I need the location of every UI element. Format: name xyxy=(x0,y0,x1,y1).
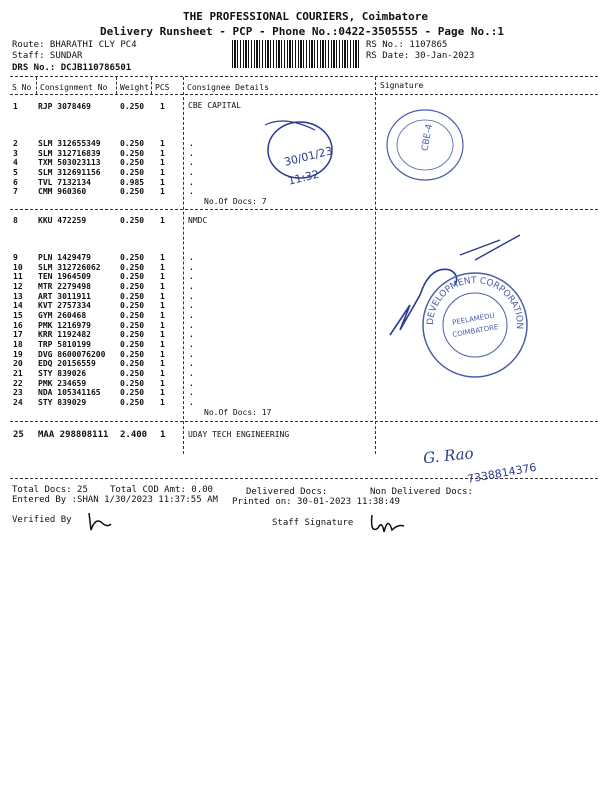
group-doc-count: No.Of Docs: 17 xyxy=(204,408,272,417)
cell-pcs: 1 xyxy=(160,369,165,378)
cell-consignment: SLM 312655349 xyxy=(38,139,101,148)
cell-consignment: ART 3011911 xyxy=(38,292,91,301)
group-separator xyxy=(10,421,598,422)
cell-consignee: . xyxy=(189,350,194,359)
cell-weight: 0.250 xyxy=(120,359,145,368)
table-row xyxy=(0,330,200,340)
cell-pcs: 1 xyxy=(160,350,165,359)
cell-pcs: 1 xyxy=(160,102,165,111)
signature-3-name: G. Rao xyxy=(422,444,475,468)
cell-weight: 0.250 xyxy=(120,102,145,111)
stamp-2-center-2: COIMBATORE xyxy=(451,323,500,340)
staff-label: Staff: SUNDAR xyxy=(12,51,83,61)
non-delivered-docs: Non Delivered Docs: xyxy=(370,487,473,497)
cell-sno: 9 xyxy=(13,253,18,262)
rs-number: RS No.: 1107865 xyxy=(366,40,448,50)
cell-consignment: STY 839029 xyxy=(38,398,87,407)
cell-sno: 17 xyxy=(13,330,23,339)
cell-consignee: . xyxy=(189,359,194,368)
cell-sno: 13 xyxy=(13,292,23,301)
cell-sno: 3 xyxy=(13,149,18,158)
cell-consignee: . xyxy=(189,158,194,167)
cell-weight: 0.250 xyxy=(120,149,145,158)
cell-weight: 0.250 xyxy=(120,369,145,378)
group-consignee: NMDC xyxy=(188,216,208,225)
cell-weight: 0.250 xyxy=(120,158,145,167)
cell-sno: 25 xyxy=(13,430,24,440)
group-separator xyxy=(10,209,598,210)
cell-consignment: DVG 8600076200 xyxy=(38,350,106,359)
cell-consignment: SLM 312716839 xyxy=(38,149,101,158)
delivered-docs: Delivered Docs: xyxy=(246,487,328,497)
rs-date: RS Date: 30-Jan-2023 xyxy=(366,51,475,61)
cell-pcs: 1 xyxy=(160,187,165,196)
cell-sno: 23 xyxy=(13,388,23,397)
stamp-2 xyxy=(415,265,535,385)
cell-consignee: . xyxy=(189,253,194,262)
verified-signature xyxy=(85,510,115,535)
cell-consignee: . xyxy=(189,168,194,177)
stamp-1-text: CBE-4 xyxy=(420,123,436,152)
cell-consignment: EDQ 20156559 xyxy=(38,359,96,368)
cell-sno: 10 xyxy=(13,263,23,272)
header-bottom-rule xyxy=(10,94,598,95)
cell-sno: 24 xyxy=(13,398,23,407)
cell-sno: 19 xyxy=(13,350,23,359)
cell-pcs: 1 xyxy=(160,301,165,310)
cell-consignee: . xyxy=(189,321,194,330)
cell-weight: 0.250 xyxy=(120,187,145,196)
cell-pcs: 1 xyxy=(160,149,165,158)
cell-weight: 0.250 xyxy=(120,168,145,177)
cell-consignment: KRR 1192482 xyxy=(38,330,91,339)
cell-weight: 0.250 xyxy=(120,292,145,301)
cell-pcs: 1 xyxy=(160,330,165,339)
cell-pcs: 1 xyxy=(160,359,165,368)
route-label: Route: BHARATHI CLY PC4 xyxy=(12,40,137,50)
cell-weight: 0.985 xyxy=(120,178,145,187)
signature-1 xyxy=(255,115,365,195)
table-row xyxy=(0,398,200,408)
cell-consignee: . xyxy=(189,301,194,310)
table-row xyxy=(0,253,200,263)
table-row xyxy=(0,272,200,282)
cell-weight: 0.250 xyxy=(120,139,145,148)
col-divider xyxy=(151,77,152,94)
cell-weight: 0.250 xyxy=(120,340,145,349)
cell-sno: 21 xyxy=(13,369,23,378)
cell-sno: 18 xyxy=(13,340,23,349)
cell-weight: 0.250 xyxy=(120,282,145,291)
cell-weight: 0.250 xyxy=(120,350,145,359)
group-consignee: CBE CAPITAL xyxy=(188,101,241,110)
cell-consignment: TRP 5810199 xyxy=(38,340,91,349)
cell-weight: 0.250 xyxy=(120,216,145,225)
total-cod: Total COD Amt: 0.00 xyxy=(110,485,213,495)
group-consignee: UDAY TECH ENGINEERING xyxy=(188,430,290,439)
cell-sno: 22 xyxy=(13,379,23,388)
signature-3-phone: 7338814376 xyxy=(466,460,538,486)
cell-consignment: CMM 960360 xyxy=(38,187,87,196)
col-divider xyxy=(36,77,37,94)
stamp-2-ring-text: DEVELOPMENT CORPORATION xyxy=(425,275,525,330)
signature-1-date: 30/01/23 xyxy=(282,144,334,169)
cell-pcs: 1 xyxy=(160,430,166,440)
barcode xyxy=(232,40,360,68)
col-consignment: Consignment No xyxy=(40,83,108,92)
cell-sno: 7 xyxy=(13,187,18,196)
cell-consignment: TVL 7132134 xyxy=(38,178,91,187)
cell-consignment: NDA 105341165 xyxy=(38,388,101,397)
cell-pcs: 1 xyxy=(160,311,165,320)
cell-consignee: . xyxy=(189,330,194,339)
cell-pcs: 1 xyxy=(160,178,165,187)
cell-pcs: 1 xyxy=(160,398,165,407)
total-docs: Total Docs: 25 xyxy=(12,485,88,495)
table-row xyxy=(0,388,200,398)
table-row xyxy=(0,311,200,321)
cell-consignee: . xyxy=(189,263,194,272)
cell-pcs: 1 xyxy=(160,272,165,281)
cell-pcs: 1 xyxy=(160,321,165,330)
cell-weight: 0.250 xyxy=(120,253,145,262)
cell-consignee: . xyxy=(189,282,194,291)
col-weight: Weight xyxy=(120,83,149,92)
cell-consignee: . xyxy=(189,398,194,407)
col-consignee: Consignee Details xyxy=(187,83,269,92)
cell-consignment: STY 839026 xyxy=(38,369,87,378)
verified-by: Verified By xyxy=(12,515,72,525)
cell-consignee: . xyxy=(189,379,194,388)
cell-consignee: . xyxy=(189,139,194,148)
cell-pcs: 1 xyxy=(160,388,165,397)
col-divider-signature xyxy=(375,77,376,454)
cell-pcs: 1 xyxy=(160,263,165,272)
cell-pcs: 1 xyxy=(160,253,165,262)
table-row xyxy=(0,158,200,168)
col-signature: Signature xyxy=(380,81,424,90)
cell-sno: 4 xyxy=(13,158,18,167)
cell-consignment: TXM 503023113 xyxy=(38,158,101,167)
table-row xyxy=(0,216,183,226)
cell-pcs: 1 xyxy=(160,139,165,148)
cell-consignee: . xyxy=(189,292,194,301)
table-row xyxy=(0,340,200,350)
table-row xyxy=(0,369,200,379)
cell-weight: 0.250 xyxy=(120,272,145,281)
cell-sno: 11 xyxy=(13,272,23,281)
cell-pcs: 1 xyxy=(160,379,165,388)
table-row xyxy=(0,359,200,369)
cell-consignee: . xyxy=(189,178,194,187)
cell-sno: 5 xyxy=(13,168,18,177)
cell-consignee: . xyxy=(189,187,194,196)
cell-consignment: MTR 2279498 xyxy=(38,282,91,291)
cell-consignee: . xyxy=(189,149,194,158)
cell-sno: 20 xyxy=(13,359,23,368)
table-row xyxy=(0,430,183,440)
cell-sno: 16 xyxy=(13,321,23,330)
company-name: THE PROFESSIONAL COURIERS, Coimbatore xyxy=(183,10,429,23)
cell-pcs: 1 xyxy=(160,168,165,177)
printed-on: Printed on: 30-01-2023 11:38:49 xyxy=(232,497,400,507)
cell-weight: 0.250 xyxy=(120,321,145,330)
stamp-2-center-1: PEELAMEDU xyxy=(451,311,496,327)
stamp-1 xyxy=(380,105,470,190)
staff-signature-label: Staff Signature xyxy=(272,518,354,528)
cell-pcs: 1 xyxy=(160,282,165,291)
cell-sno: 2 xyxy=(13,139,18,148)
cell-consignment: SLM 312726062 xyxy=(38,263,101,272)
cell-consignee: . xyxy=(189,369,194,378)
table-row xyxy=(0,187,200,197)
signature-3 xyxy=(415,430,565,490)
cell-consignment: TEN 1964509 xyxy=(38,272,91,281)
cell-weight: 0.250 xyxy=(120,311,145,320)
cell-pcs: 1 xyxy=(160,158,165,167)
cell-weight: 0.250 xyxy=(120,301,145,310)
cell-pcs: 1 xyxy=(160,340,165,349)
cell-pcs: 1 xyxy=(160,216,165,225)
col-divider xyxy=(116,77,117,94)
cell-consignment: PLN 1429479 xyxy=(38,253,91,262)
cell-consignee: . xyxy=(189,388,194,397)
cell-sno: 8 xyxy=(13,216,18,225)
cell-sno: 6 xyxy=(13,178,18,187)
cell-sno: 14 xyxy=(13,301,23,310)
cell-consignment: RJP 3078469 xyxy=(38,102,91,111)
table-row xyxy=(0,301,200,311)
col-sno: S No xyxy=(12,83,32,92)
cell-weight: 0.250 xyxy=(120,330,145,339)
cell-weight: 0.250 xyxy=(120,379,145,388)
cell-consignment: SLM 312691156 xyxy=(38,168,101,177)
cell-weight: 0.250 xyxy=(120,263,145,272)
table-row xyxy=(0,282,200,292)
cell-pcs: 1 xyxy=(160,292,165,301)
cell-sno: 1 xyxy=(13,102,18,111)
cell-consignment: KKU 472259 xyxy=(38,216,87,225)
cell-consignment: PMK 234659 xyxy=(38,379,87,388)
cell-weight: 2.400 xyxy=(120,430,148,440)
table-row xyxy=(0,168,200,178)
table-top-rule xyxy=(10,76,598,77)
cell-sno: 12 xyxy=(13,282,23,291)
cell-weight: 0.250 xyxy=(120,398,145,407)
cell-consignee: . xyxy=(189,340,194,349)
table-row xyxy=(0,139,200,149)
table-row xyxy=(0,102,183,112)
signature-1-time: 11:32 xyxy=(286,167,321,188)
group-doc-count: No.Of Docs: 7 xyxy=(204,197,267,206)
cell-weight: 0.250 xyxy=(120,388,145,397)
staff-signature-mark xyxy=(368,510,408,538)
cell-consignment: MAA 298808111 xyxy=(38,430,109,440)
cell-consignment: GYM 260468 xyxy=(38,311,87,320)
cell-consignee: . xyxy=(189,311,194,320)
runsheet-title: Delivery Runsheet - PCP - Phone No.:0422-3505555 - Page No.:1 xyxy=(100,25,504,38)
cell-consignment: KVT 2757334 xyxy=(38,301,91,310)
entered-by: Entered By :SHAN 1/30/2023 11:37:55 AM xyxy=(12,495,218,505)
cell-consignee: . xyxy=(189,272,194,281)
col-pcs: PCS xyxy=(155,83,170,92)
drs-number: DRS No.: DCJB110786501 xyxy=(12,63,132,73)
cell-sno: 15 xyxy=(13,311,23,320)
cell-consignment: PMK 1216979 xyxy=(38,321,91,330)
